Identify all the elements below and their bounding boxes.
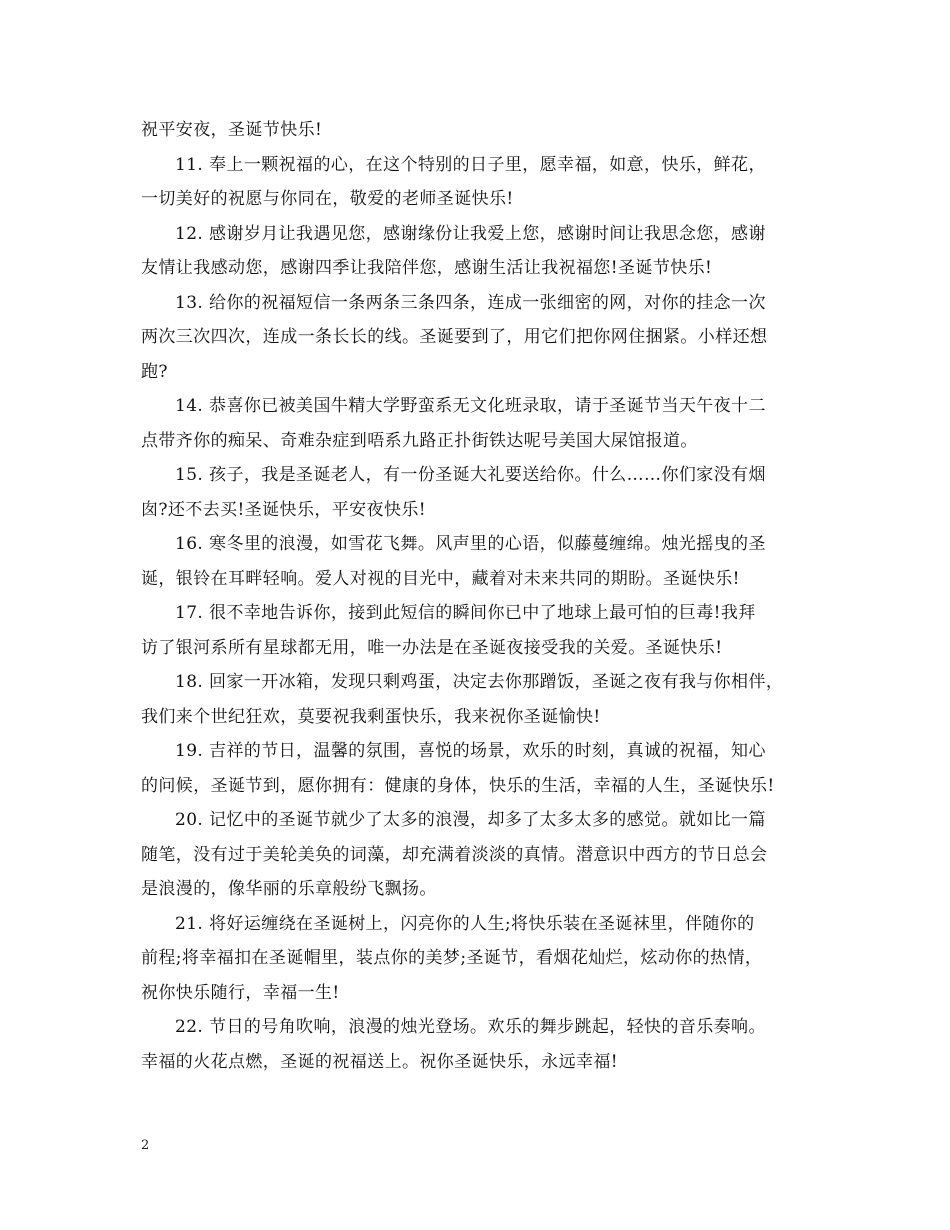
paragraph	[141, 1010, 813, 1079]
paragraph	[141, 389, 813, 458]
text-line: 是浪漫的，像华丽的乐章般纷飞飘扬。	[141, 879, 437, 899]
paragraph	[141, 148, 813, 217]
paragraph	[141, 665, 813, 734]
text-line: 11. 奉上一颗祝福的心，在这个特别的日子里，愿幸福，如意，快乐，鲜花，	[175, 154, 766, 175]
page-number: 2	[141, 1138, 150, 1153]
text-line: 前程;将幸福扣在圣诞帽里，装点你的美梦;圣诞节，看烟花灿烂，炫动你的热情，	[141, 948, 763, 968]
text-line: 两次三次四次，连成一条长长的线。圣诞要到了，用它们把你网住捆紧。小样还想	[141, 327, 768, 347]
text-line: 15. 孩子，我是圣诞老人，有一份圣诞大礼要送给你。什么……你们家没有烟	[175, 465, 766, 485]
paragraph	[141, 527, 813, 596]
document-body	[141, 113, 813, 1079]
paragraph	[141, 596, 813, 665]
text-line: 祝你快乐随行，幸福一生!	[141, 982, 340, 1003]
text-line: 16. 寒冬里的浪漫，如雪花飞舞。风声里的心语，似藤蔓缠绵。烛光摇曳的圣	[175, 534, 766, 554]
text-line: 13. 给你的祝福短信一条两条三条四条，连成一张细密的网，对你的挂念一次	[175, 292, 766, 313]
paragraph	[141, 734, 813, 803]
text-line: 一切美好的祝愿与你同在，敬爱的老师圣诞快乐!	[141, 189, 514, 209]
text-line: 14. 恭喜你已被美国牛精大学野蛮系无文化班录取，请于圣诞节当天午夜十二	[175, 396, 766, 416]
paragraph	[141, 803, 813, 907]
text-line: 点带齐你的痴呆、奇难杂症到唔系九路正扑街铁达呢号美国大屎馆报道。	[141, 430, 698, 451]
text-line: 跑?	[141, 361, 168, 382]
paragraph	[141, 286, 813, 390]
text-line: 我们来个世纪狂欢，莫要祝我剩蛋快乐，我来祝你圣诞愉快!	[141, 706, 601, 727]
text-line: 幸福的火花点燃，圣诞的祝福送上。祝你圣诞快乐，永远幸福!	[141, 1051, 619, 1072]
text-line: 随笔，没有过于美轮美奂的词藻，却充满着淡淡的真情。潜意识中西方的节日总会	[141, 844, 768, 865]
text-line: 的问候，圣诞节到，愿你拥有：健康的身体，快乐的生活，幸福的人生，圣诞快乐!	[141, 775, 775, 796]
paragraph	[141, 907, 813, 1011]
text-line: 21. 将好运缠绕在圣诞树上，闪亮你的人生;将快乐装在圣诞袜里，伴随你的	[175, 913, 755, 934]
text-line: 囱?还不去买!圣诞快乐，平安夜快乐!	[141, 499, 426, 520]
paragraph	[141, 458, 813, 527]
text-line: 友情让我感动您，感谢四季让我陪伴您，感谢生活让我祝福您!圣诞节快乐!	[141, 258, 713, 278]
text-line: 12. 感谢岁月让我遇见您，感谢缘份让我爱上您，感谢时间让我思念您，感谢	[175, 223, 766, 244]
text-line: 22. 节日的号角吹响，浪漫的烛光登场。欢乐的舞步跳起，轻快的音乐奏响。	[175, 1017, 766, 1037]
text-line: 祝平安夜，圣诞节快乐!	[141, 120, 323, 140]
paragraph	[141, 217, 813, 286]
text-line: 20. 记忆中的圣诞节就少了太多的浪漫，却多了太多太多的感觉。就如比一篇	[175, 810, 766, 830]
text-line: 18. 回家一开冰箱，发现只剩鸡蛋，决定去你那蹭饭，圣诞之夜有我与你相伴，	[175, 672, 784, 692]
paragraph	[141, 113, 813, 148]
text-line: 访了银河系所有星球都无用，唯一办法是在圣诞夜接受我的关爱。圣诞快乐!	[141, 637, 723, 658]
text-line: 19. 吉祥的节日，温馨的氛围，喜悦的场景，欢乐的时刻，真诚的祝福，知心	[175, 741, 766, 761]
text-line: 17. 很不幸地告诉你，接到此短信的瞬间你已中了地球上最可怕的巨毒!我拜	[175, 603, 756, 623]
text-line: 诞，银铃在耳畔轻响。爱人对视的目光中，藏着对未来共同的期盼。圣诞快乐!	[141, 568, 740, 589]
